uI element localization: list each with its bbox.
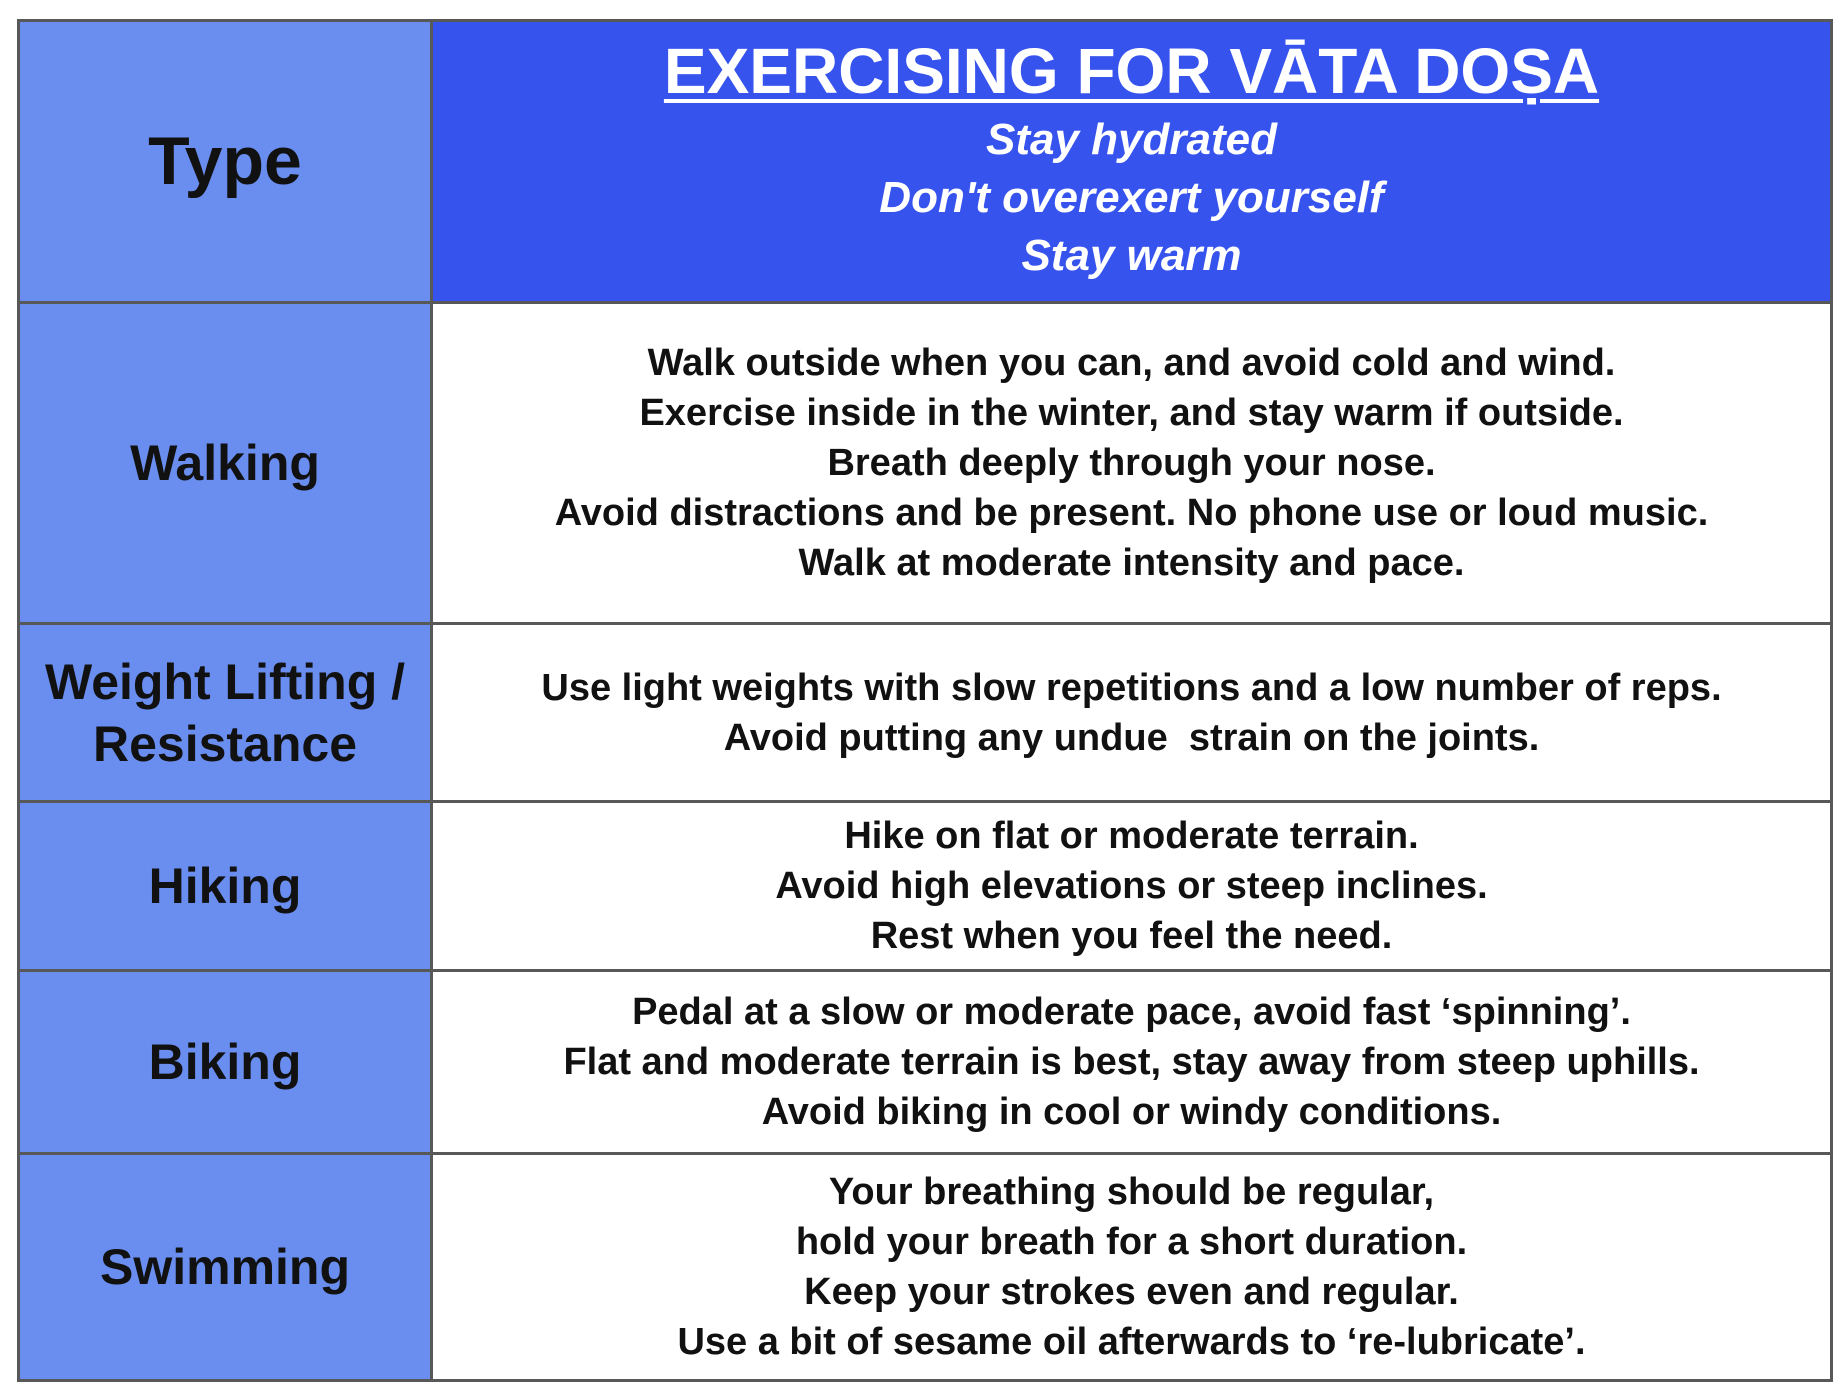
desc-line: Rest when you feel the need. xyxy=(870,915,1393,957)
desc-line: Use a bit of sesame oil afterwards to ‘re-lubricate’. xyxy=(677,1321,1586,1363)
tip-warm: Stay warm xyxy=(1021,230,1242,280)
desc-cell-weight-lifting xyxy=(433,625,1830,800)
desc-line: Exercise inside in the winter, and stay warm if outside. xyxy=(639,392,1624,434)
desc-cell-walking xyxy=(433,304,1830,622)
desc-cell-swimming xyxy=(433,1155,1830,1379)
desc-line: Keep your strokes even and regular. xyxy=(804,1271,1459,1313)
desc-line: Avoid putting any undue strain on the joints. xyxy=(723,716,1540,759)
desc-line: Walk outside when you can, and avoid cold and wind. xyxy=(647,342,1616,384)
desc-line: Walk at moderate intensity and pace. xyxy=(798,542,1465,584)
type-label-line: Weight Lifting / xyxy=(44,653,406,710)
type-cell-hiking: Hiking xyxy=(20,803,433,969)
desc-line: Breath deeply through your nose. xyxy=(827,442,1436,484)
table-row-biking xyxy=(20,972,1830,1152)
desc-line: Hike on flat or moderate terrain. xyxy=(844,815,1419,857)
desc-line: Your breathing should be regular, xyxy=(828,1171,1435,1213)
desc-cell-biking xyxy=(433,972,1830,1152)
desc-line: Avoid high elevations or steep inclines. xyxy=(775,865,1488,907)
exercise-table xyxy=(17,19,1833,1382)
table-row-hiking xyxy=(20,803,1830,969)
desc-line: Use light weights with slow repetitions and a low number of reps. xyxy=(541,666,1722,709)
header-banner xyxy=(433,22,1830,301)
desc-line: Pedal at a slow or moderate pace, avoid fast ‘spinning’. xyxy=(632,991,1631,1033)
type-cell-weight-lifting xyxy=(20,625,433,800)
desc-line: hold your breath for a short duration. xyxy=(795,1221,1468,1263)
type-cell-walking: Walking xyxy=(20,304,433,622)
header-row xyxy=(20,22,1830,301)
table-row-walking xyxy=(20,304,1830,622)
desc-line: Avoid distractions and be present. No phone use or loud music. xyxy=(554,492,1709,534)
table-row-swimming xyxy=(20,1155,1830,1379)
type-label-line: Resistance xyxy=(92,715,358,772)
desc-line: Avoid biking in cool or windy conditions. xyxy=(761,1091,1502,1133)
desc-line: Flat and moderate terrain is best, stay away from steep uphills. xyxy=(563,1041,1700,1083)
table-row-weight-lifting xyxy=(20,625,1830,800)
type-cell-swimming: Swimming xyxy=(20,1155,433,1379)
table-title: EXERCISING FOR VĀTA DOṢA xyxy=(663,34,1600,107)
desc-cell-hiking xyxy=(433,803,1830,969)
tip-overexert: Don't overexert yourself xyxy=(879,172,1384,222)
type-column-header: Type xyxy=(20,22,433,301)
tip-hydrated: Stay hydrated xyxy=(986,114,1277,164)
type-cell-biking: Biking xyxy=(20,972,433,1152)
